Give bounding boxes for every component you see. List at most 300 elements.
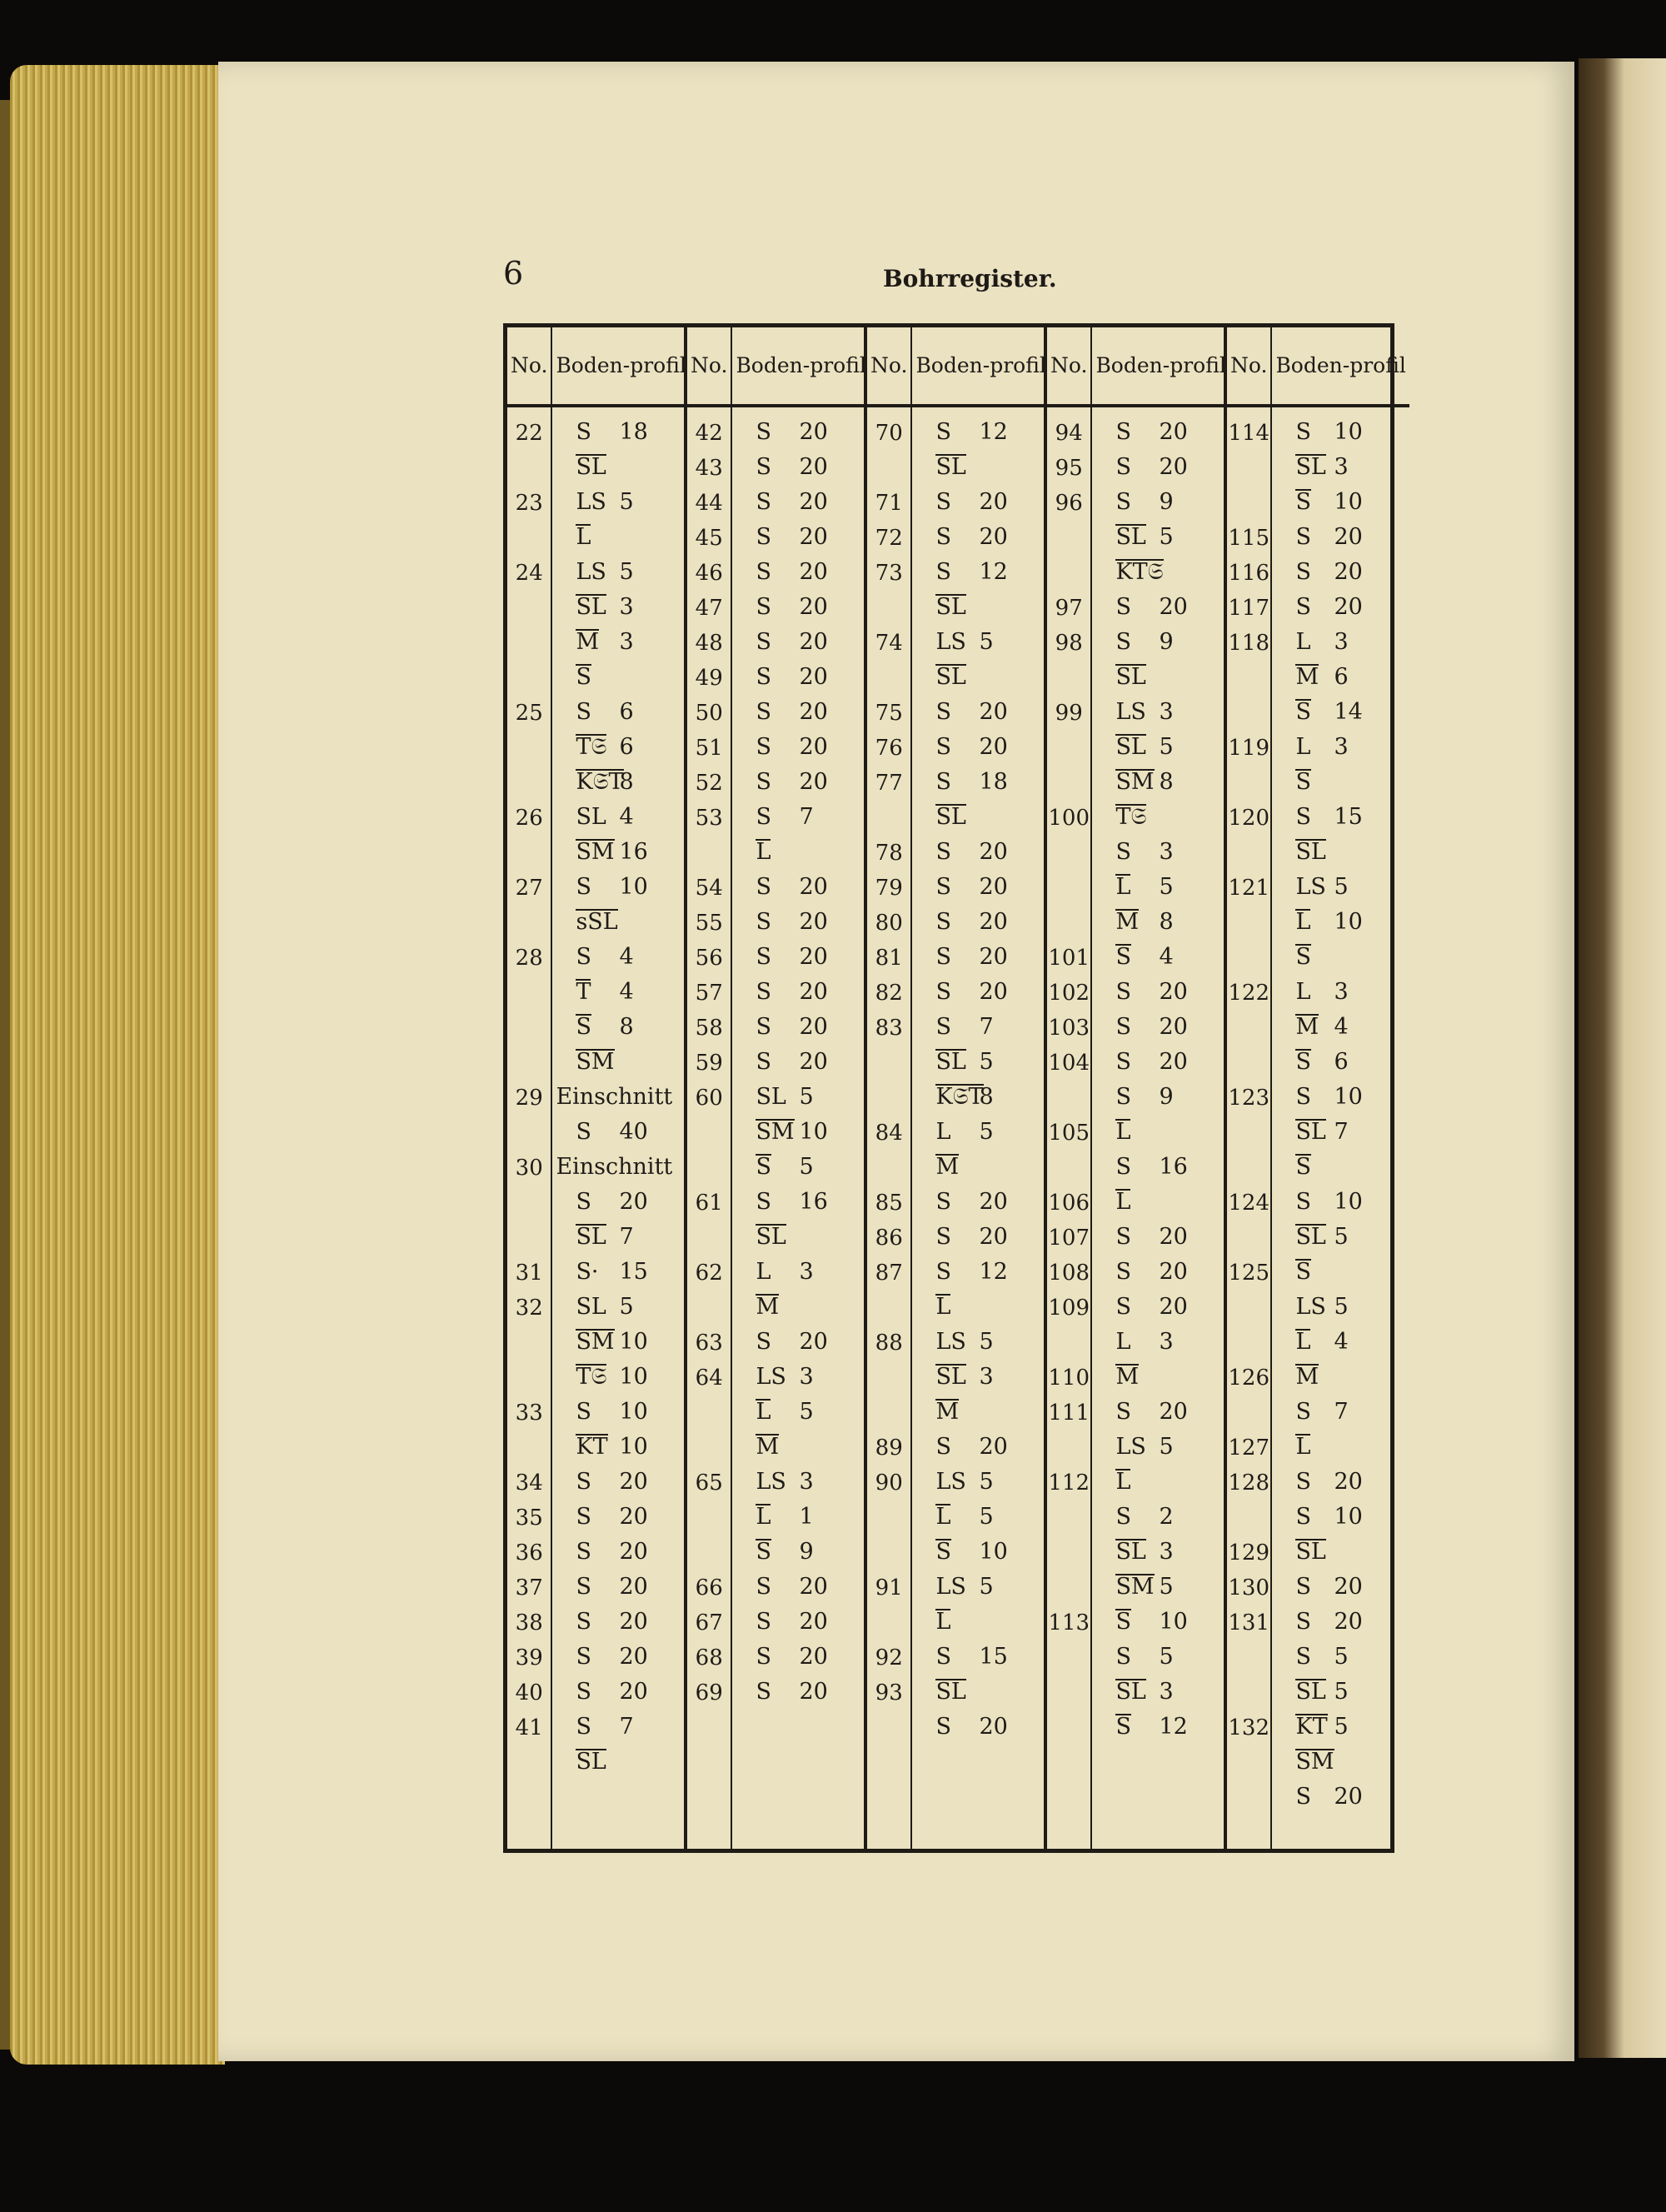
layer-thickness: 8: [1159, 909, 1174, 935]
layer-thickness: 4: [1334, 1014, 1349, 1040]
layer-thickness: 5: [979, 1574, 994, 1600]
layer-thickness: 20: [619, 1189, 648, 1215]
profile-entry: [1092, 1574, 1229, 1600]
bore-number: 58: [695, 1016, 723, 1041]
bore-number: 32: [515, 1296, 543, 1321]
soil-symbol: S: [756, 629, 771, 655]
soil-symbol: LS: [935, 1469, 966, 1495]
soil-symbol: S: [576, 419, 591, 445]
layer-thickness: 5: [979, 1504, 994, 1530]
layer-thickness: 3: [799, 1259, 814, 1285]
profile-entry: [912, 1399, 1049, 1426]
bore-number: 29: [515, 1086, 543, 1111]
layer-thickness: 10: [619, 1329, 648, 1355]
profile-entry: [1272, 559, 1409, 586]
bore-number: 23: [515, 491, 543, 516]
soil-symbol: S: [1115, 944, 1131, 970]
layer-thickness: 10: [979, 1539, 1008, 1565]
soil-symbol: L: [1295, 734, 1311, 760]
profile-entry: [732, 1539, 869, 1565]
layer-thickness: 10: [619, 874, 648, 900]
bore-number: 49: [695, 666, 723, 691]
no-header: No.: [507, 327, 551, 407]
layer-thickness: 20: [799, 594, 828, 620]
profile-entry: [1272, 629, 1409, 656]
profile-entry: [732, 699, 869, 726]
profile-entry: [1092, 769, 1229, 796]
bore-number: 41: [515, 1715, 543, 1740]
bore-number: 61: [695, 1191, 723, 1216]
layer-thickness: 5: [799, 1154, 814, 1180]
soil-symbol: S: [756, 804, 771, 830]
soil-symbol: SL: [1295, 1224, 1326, 1250]
layer-thickness: 12: [1159, 1714, 1188, 1740]
profile-entry: [732, 839, 869, 866]
profile-entry: [732, 1364, 869, 1391]
soil-symbol: L: [935, 1119, 951, 1145]
layer-thickness: 20: [1159, 1294, 1188, 1320]
bore-number: 126: [1228, 1366, 1270, 1391]
soil-symbol: SL: [576, 594, 606, 620]
layer-thickness: 8: [619, 1014, 634, 1040]
soil-symbol: S: [756, 454, 771, 480]
layer-thickness: 3: [799, 1364, 814, 1390]
soil-symbol: S: [1115, 1084, 1131, 1110]
profile-entry: [912, 594, 1049, 621]
layer-thickness: 5: [1334, 1644, 1349, 1670]
soil-symbol: SL: [756, 1224, 786, 1250]
layer-thickness: 20: [1334, 594, 1363, 620]
soil-symbol: sSL: [576, 909, 618, 935]
soil-symbol: S: [576, 1504, 591, 1530]
soil-symbol: SL: [1115, 1539, 1146, 1565]
bore-number: 110: [1048, 1366, 1090, 1391]
layer-thickness: 7: [799, 804, 814, 830]
bore-number: 44: [695, 491, 723, 516]
bore-number: 81: [875, 946, 903, 971]
profile-entry: [1272, 874, 1409, 901]
layer-thickness: 20: [619, 1539, 648, 1565]
soil-symbol: L: [1295, 629, 1311, 655]
bore-number: 76: [875, 736, 903, 761]
soil-symbol: S: [756, 1609, 771, 1635]
soil-symbol: LS: [756, 1364, 786, 1390]
layer-thickness: 20: [979, 734, 1008, 760]
layer-thickness: 5: [979, 629, 994, 655]
profile-entry: [732, 559, 869, 586]
profile-entry: [1272, 419, 1409, 446]
layer-thickness: 3: [1159, 1679, 1174, 1705]
soil-symbol: SL: [1115, 734, 1146, 760]
soil-symbol: M: [576, 629, 600, 655]
bohrregister-table: [503, 323, 1406, 1853]
soil-symbol: SL: [935, 664, 966, 690]
layer-thickness: 3: [1334, 734, 1349, 760]
soil-symbol: KT𝔖: [1115, 559, 1164, 585]
profile-entry: [732, 1399, 869, 1426]
layer-thickness: 8: [979, 1084, 994, 1110]
soil-symbol: S: [756, 1644, 771, 1670]
layer-thickness: 5: [1159, 874, 1174, 900]
bore-number: 121: [1228, 876, 1270, 901]
profile-header-line2: profil: [630, 353, 686, 378]
layer-thickness: 5: [619, 1294, 634, 1320]
soil-symbol: M: [1115, 1364, 1140, 1390]
profile-entry: [912, 454, 1049, 481]
soil-symbol: S: [576, 1119, 591, 1145]
layer-thickness: 5: [979, 1329, 994, 1355]
bore-number: 124: [1228, 1191, 1270, 1216]
soil-symbol: S: [1115, 1399, 1131, 1425]
soil-symbol: M: [1115, 909, 1140, 935]
bore-number: 54: [695, 876, 723, 901]
soil-symbol: S: [756, 419, 771, 445]
soil-symbol: S: [935, 524, 951, 550]
soil-symbol: LS: [576, 489, 606, 515]
soil-symbol: S: [756, 489, 771, 515]
bore-number: 40: [515, 1680, 543, 1705]
profile-header-line1: Boden-: [1095, 353, 1170, 378]
soil-symbol: S: [756, 1014, 771, 1040]
soil-symbol: S: [756, 1189, 771, 1215]
soil-symbol: S: [935, 1644, 951, 1670]
bore-number: 27: [515, 876, 543, 901]
bore-number: 89: [875, 1436, 903, 1461]
soil-symbol: SL: [1295, 1539, 1326, 1565]
soil-symbol: LS: [935, 629, 966, 655]
soil-symbol: S: [1115, 1504, 1131, 1530]
profile-entry: [1272, 769, 1409, 796]
profile-entry: [912, 1434, 1049, 1461]
layer-thickness: 3: [1159, 839, 1174, 865]
soil-symbol: S: [1115, 1644, 1131, 1670]
layer-thickness: 12: [979, 559, 1008, 585]
bore-number: 122: [1228, 981, 1270, 1006]
soil-symbol: S: [1295, 419, 1311, 445]
layer-thickness: 5: [619, 559, 634, 585]
soil-symbol: M: [1295, 1364, 1319, 1390]
profile-entry: [1272, 734, 1409, 761]
layer-thickness: 3: [799, 1469, 814, 1495]
layer-thickness: 20: [979, 944, 1008, 970]
bore-number: 73: [875, 561, 903, 586]
profile-entry: [1092, 1399, 1229, 1426]
bore-number: 118: [1228, 631, 1270, 656]
soil-symbol: S: [935, 1014, 951, 1040]
bore-number: 57: [695, 981, 723, 1006]
profile-entry: [1272, 594, 1409, 621]
soil-symbol: S: [935, 769, 951, 795]
layer-thickness: 5: [1159, 1644, 1174, 1670]
soil-symbol: S: [935, 489, 951, 515]
bore-number: 92: [875, 1645, 903, 1670]
profile-entry: [552, 874, 689, 901]
soil-symbol: S: [576, 664, 591, 690]
soil-symbol: S: [576, 699, 591, 725]
profile-entry: [1092, 1224, 1229, 1251]
soil-symbol: M: [1295, 664, 1319, 690]
soil-symbol: S: [1295, 594, 1311, 620]
soil-symbol: S: [935, 1224, 951, 1250]
soil-symbol: SL: [756, 1084, 786, 1110]
profile-entry: [912, 1049, 1049, 1076]
profile-entry: [1272, 839, 1409, 866]
bore-number: 102: [1048, 981, 1090, 1006]
bore-number: 80: [875, 911, 903, 936]
layer-thickness: 20: [1159, 1224, 1188, 1250]
profile-entry: [552, 734, 689, 761]
bore-number: 85: [875, 1191, 903, 1216]
bore-number: 113: [1048, 1610, 1090, 1635]
bore-number: 31: [515, 1261, 543, 1286]
profile-entry: [1272, 1539, 1409, 1565]
soil-symbol: L: [756, 1504, 771, 1530]
profile-entry: [552, 1609, 689, 1635]
soil-symbol: SL: [576, 454, 606, 480]
book-page-edges: [10, 65, 225, 2065]
layer-thickness: 10: [1334, 909, 1363, 935]
profile-entry: [552, 979, 689, 1006]
bore-number: 43: [695, 456, 723, 481]
bore-number: 70: [875, 421, 903, 446]
profile-entry: [732, 944, 869, 971]
bore-number: 131: [1228, 1610, 1270, 1635]
soil-symbol: L: [756, 1259, 771, 1285]
bore-number: 34: [515, 1471, 543, 1495]
profile-entry: [1272, 1399, 1409, 1426]
layer-thickness: 9: [799, 1539, 814, 1565]
soil-symbol: S: [935, 874, 951, 900]
layer-thickness: 20: [979, 1189, 1008, 1215]
soil-symbol: M: [935, 1399, 960, 1425]
profile-entry: [1272, 1259, 1409, 1286]
soil-symbol: S: [1115, 454, 1131, 480]
profile-header: [1272, 327, 1409, 407]
profile-entry: [552, 1119, 689, 1146]
soil-symbol: SL: [1115, 664, 1146, 690]
layer-thickness: 6: [1334, 1049, 1349, 1075]
bore-number: 78: [875, 841, 903, 866]
layer-thickness: 20: [619, 1504, 648, 1530]
soil-symbol: S: [1115, 1224, 1131, 1250]
bore-number: 96: [1055, 491, 1083, 516]
bore-number: 119: [1228, 736, 1270, 761]
layer-thickness: 7: [1334, 1119, 1349, 1145]
bore-number: 28: [515, 946, 543, 971]
no-column: [1227, 327, 1272, 1849]
soil-symbol: S: [1295, 944, 1311, 970]
bore-number: 83: [875, 1016, 903, 1041]
profile-entry: [1092, 1609, 1229, 1635]
soil-symbol: S: [935, 1714, 951, 1740]
bore-number: 26: [515, 806, 543, 831]
facing-page-edge: [1579, 58, 1666, 2058]
soil-symbol: S: [1295, 1154, 1311, 1180]
layer-thickness: 20: [1159, 594, 1188, 620]
soil-symbol: S: [1115, 1259, 1131, 1285]
profile-entry: [1092, 1049, 1229, 1076]
no-column: [1047, 327, 1092, 1849]
soil-symbol: S: [1295, 699, 1311, 725]
page-number: 6: [503, 255, 524, 292]
bore-number: 99: [1055, 701, 1083, 726]
profile-entry: [1272, 1364, 1409, 1391]
layer-thickness: 20: [799, 769, 828, 795]
profile-entry: [552, 699, 689, 726]
soil-symbol: KT: [576, 1434, 608, 1460]
profile-header-line1: Boden-: [556, 353, 631, 378]
soil-symbol: S: [576, 1014, 591, 1040]
soil-symbol: S: [1295, 1504, 1311, 1530]
soil-symbol: S: [756, 909, 771, 935]
profile-entry: [912, 839, 1049, 866]
profile-header: [912, 327, 1049, 407]
soil-symbol: S: [935, 1434, 951, 1460]
bore-number: 87: [875, 1261, 903, 1286]
profile-entry: [1092, 874, 1229, 901]
soil-symbol: L: [935, 1504, 951, 1530]
layer-thickness: 15: [1334, 804, 1363, 830]
layer-thickness: 15: [619, 1259, 648, 1285]
soil-symbol: S: [576, 1189, 591, 1215]
bore-number: 56: [695, 946, 723, 971]
soil-symbol: K𝔖T: [576, 769, 624, 795]
layer-thickness: 7: [979, 1014, 994, 1040]
layer-thickness: 6: [619, 699, 634, 725]
bore-number: 129: [1228, 1540, 1270, 1565]
soil-symbol: S: [576, 1469, 591, 1495]
no-header: No.: [687, 327, 731, 407]
layer-thickness: 20: [619, 1609, 648, 1635]
soil-symbol: SL: [935, 1364, 966, 1390]
profile-entry: [1272, 804, 1409, 831]
layer-thickness: 20: [799, 664, 828, 690]
soil-symbol: SM: [756, 1119, 795, 1145]
bore-number: 68: [695, 1645, 723, 1670]
layer-thickness: 20: [799, 629, 828, 655]
soil-symbol: SL: [576, 804, 606, 830]
profile-entry: [732, 1049, 869, 1076]
layer-thickness: 2: [1159, 1504, 1174, 1530]
layer-thickness: 3: [1334, 454, 1349, 480]
bore-number: 84: [875, 1121, 903, 1146]
profile-entry: [552, 944, 689, 971]
soil-symbol: S: [576, 1574, 591, 1600]
layer-thickness: 10: [1334, 419, 1363, 445]
soil-symbol: T𝔖: [1115, 804, 1147, 830]
profile-entry: [732, 1504, 869, 1530]
layer-thickness: 5: [1159, 1574, 1174, 1600]
bore-number: 55: [695, 911, 723, 936]
soil-symbol: S·: [576, 1259, 599, 1285]
soil-symbol: T: [576, 979, 591, 1005]
soil-symbol: S: [1295, 489, 1311, 515]
layer-thickness: 20: [799, 489, 828, 515]
profile-entry: [912, 664, 1049, 691]
profile-entry: [732, 1679, 869, 1705]
bore-number: 104: [1048, 1051, 1090, 1076]
bore-number: 100: [1048, 806, 1090, 831]
layer-thickness: 20: [799, 559, 828, 585]
bore-number: 111: [1048, 1401, 1090, 1426]
profile-entry: [912, 909, 1049, 936]
profile-entry: [732, 1154, 869, 1181]
soil-symbol: S: [1295, 1644, 1311, 1670]
soil-symbol: S: [756, 1154, 771, 1180]
profile-entry: [1092, 804, 1229, 831]
profile-entry: [732, 1084, 869, 1111]
profile-entry: [1272, 1014, 1409, 1041]
profile-column: [1272, 327, 1409, 1849]
soil-symbol: S: [935, 909, 951, 935]
layer-thickness: 16: [799, 1189, 828, 1215]
layer-thickness: 5: [1159, 1434, 1174, 1460]
bore-number: 128: [1228, 1471, 1270, 1495]
profile-entry: [552, 664, 689, 691]
soil-symbol: S: [1295, 1399, 1311, 1425]
soil-symbol: S: [756, 664, 771, 690]
bore-number: 33: [515, 1401, 543, 1426]
profile-column: [732, 327, 869, 1849]
layer-thickness: 5: [979, 1049, 994, 1075]
profile-entry: [912, 944, 1049, 971]
layer-thickness: 20: [619, 1644, 648, 1670]
profile-entry: [1092, 454, 1229, 481]
soil-symbol: LS: [576, 559, 606, 585]
soil-symbol: LS: [756, 1469, 786, 1495]
layer-thickness: 5: [1334, 1294, 1349, 1320]
soil-symbol: SL: [1295, 1119, 1326, 1145]
soil-symbol: M: [1295, 1014, 1319, 1040]
soil-symbol: S: [576, 1644, 591, 1670]
bore-number: 25: [515, 701, 543, 726]
soil-symbol: M: [756, 1294, 780, 1320]
bore-number: 51: [695, 736, 723, 761]
soil-symbol: S: [1295, 559, 1311, 585]
profile-entry: [552, 1574, 689, 1600]
bore-number: 45: [695, 526, 723, 551]
profile-entry: [732, 909, 869, 936]
profile-entry: [732, 1644, 869, 1670]
profile-entry: [552, 1679, 689, 1705]
layer-thickness: 20: [1159, 1049, 1188, 1075]
profile-entry: [732, 1609, 869, 1635]
soil-symbol: S: [1295, 769, 1311, 795]
no-header: No.: [867, 327, 910, 407]
layer-thickness: 10: [799, 1119, 828, 1145]
layer-thickness: 20: [1334, 524, 1363, 550]
profile-entry: [1272, 1154, 1409, 1181]
soil-symbol: S: [935, 419, 951, 445]
bore-number: 123: [1228, 1086, 1270, 1111]
soil-symbol: S: [1295, 1609, 1311, 1635]
soil-symbol: S: [1115, 1294, 1131, 1320]
profile-entry: [1092, 559, 1229, 586]
profile-entry: [1092, 419, 1229, 446]
layer-thickness: 40: [619, 1119, 648, 1145]
soil-symbol: S: [1115, 1714, 1131, 1740]
soil-symbol: SL: [1115, 524, 1146, 550]
soil-symbol: M: [756, 1434, 780, 1460]
layer-thickness: 20: [799, 1049, 828, 1075]
profile-entry: [732, 454, 869, 481]
profile-entry: [1092, 979, 1229, 1006]
profile-entry: [912, 979, 1049, 1006]
bore-number: 108: [1048, 1261, 1090, 1286]
soil-symbol: SL: [935, 1679, 966, 1705]
profile-entry: [732, 979, 869, 1006]
profile-entry: [732, 1434, 869, 1461]
